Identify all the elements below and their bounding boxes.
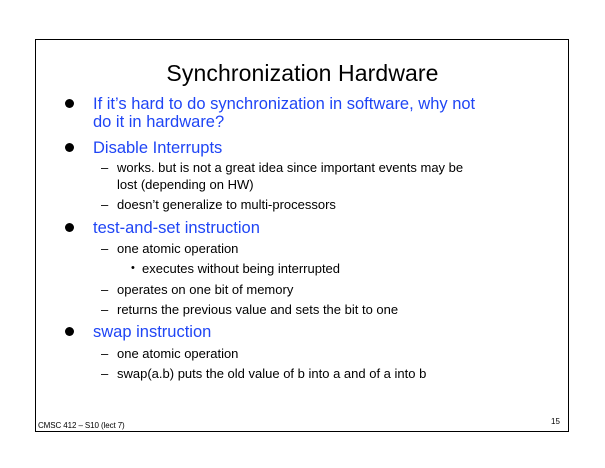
sub-sub-bullet-3-1-1	[131, 260, 341, 277]
page-number: 15	[551, 417, 560, 426]
sub-bullet-3-1-text: one atomic operation	[117, 241, 239, 256]
sub-bullet-4-1	[101, 345, 239, 362]
small-dot-icon: •	[131, 262, 135, 274]
sub-bullet-4-2-text: swap(a.b) puts the old value of b into a and of a into b	[117, 366, 427, 381]
bullet-1-line-1: If it’s hard to do synchronization in software, why not	[93, 95, 476, 113]
bullet-3-text: test-and-set instruction	[93, 219, 260, 237]
sub-bullet-3-2	[101, 281, 294, 298]
sub-bullet-2-2	[101, 196, 336, 213]
bullet-dot-icon	[65, 143, 74, 152]
slide-title: Synchronization Hardware	[166, 60, 439, 86]
bullet-3	[93, 219, 260, 237]
bullet-2-text: Disable Interrupts	[93, 139, 223, 157]
footer-course-label: CMSC 412 – S10 (lect 7)	[38, 421, 125, 430]
bullet-4	[93, 323, 211, 341]
bullet-2	[93, 139, 222, 157]
sub-bullet-3-1	[101, 240, 239, 257]
sub-bullet-2-1-line-1: works. but is not a great idea since important events may be	[117, 160, 464, 175]
dash-icon: –	[101, 282, 109, 297]
sub-bullet-2-2-text: doesn’t generalize to multi-processors	[117, 197, 336, 212]
dash-icon: –	[101, 197, 109, 212]
bullet-1	[93, 95, 475, 131]
bullet-dot-icon	[65, 327, 74, 336]
sub-bullet-2-1	[101, 159, 464, 193]
dash-icon: –	[101, 241, 109, 256]
dash-icon: –	[101, 302, 109, 317]
bullet-1-line-2: do it in hardware?	[93, 113, 225, 131]
sub-bullet-4-2	[101, 365, 427, 382]
sub-sub-bullet-3-1-1-text: executes without being interrupted	[142, 261, 341, 276]
bullet-dot-icon	[65, 99, 74, 108]
dash-icon: –	[101, 366, 109, 381]
sub-bullet-4-1-text: one atomic operation	[117, 346, 239, 361]
sub-bullet-3-3-text: returns the previous value and sets the bit to one	[117, 302, 399, 317]
sub-bullet-2-1-line-2: lost (depending on HW)	[117, 177, 254, 192]
dash-icon: –	[101, 160, 109, 175]
dash-icon: –	[101, 346, 109, 361]
sub-bullet-3-2-text: operates on one bit of memory	[117, 282, 294, 297]
bullet-dot-icon	[65, 223, 74, 232]
bullet-4-text: swap instruction	[93, 323, 212, 341]
sub-bullet-3-3	[101, 301, 399, 318]
